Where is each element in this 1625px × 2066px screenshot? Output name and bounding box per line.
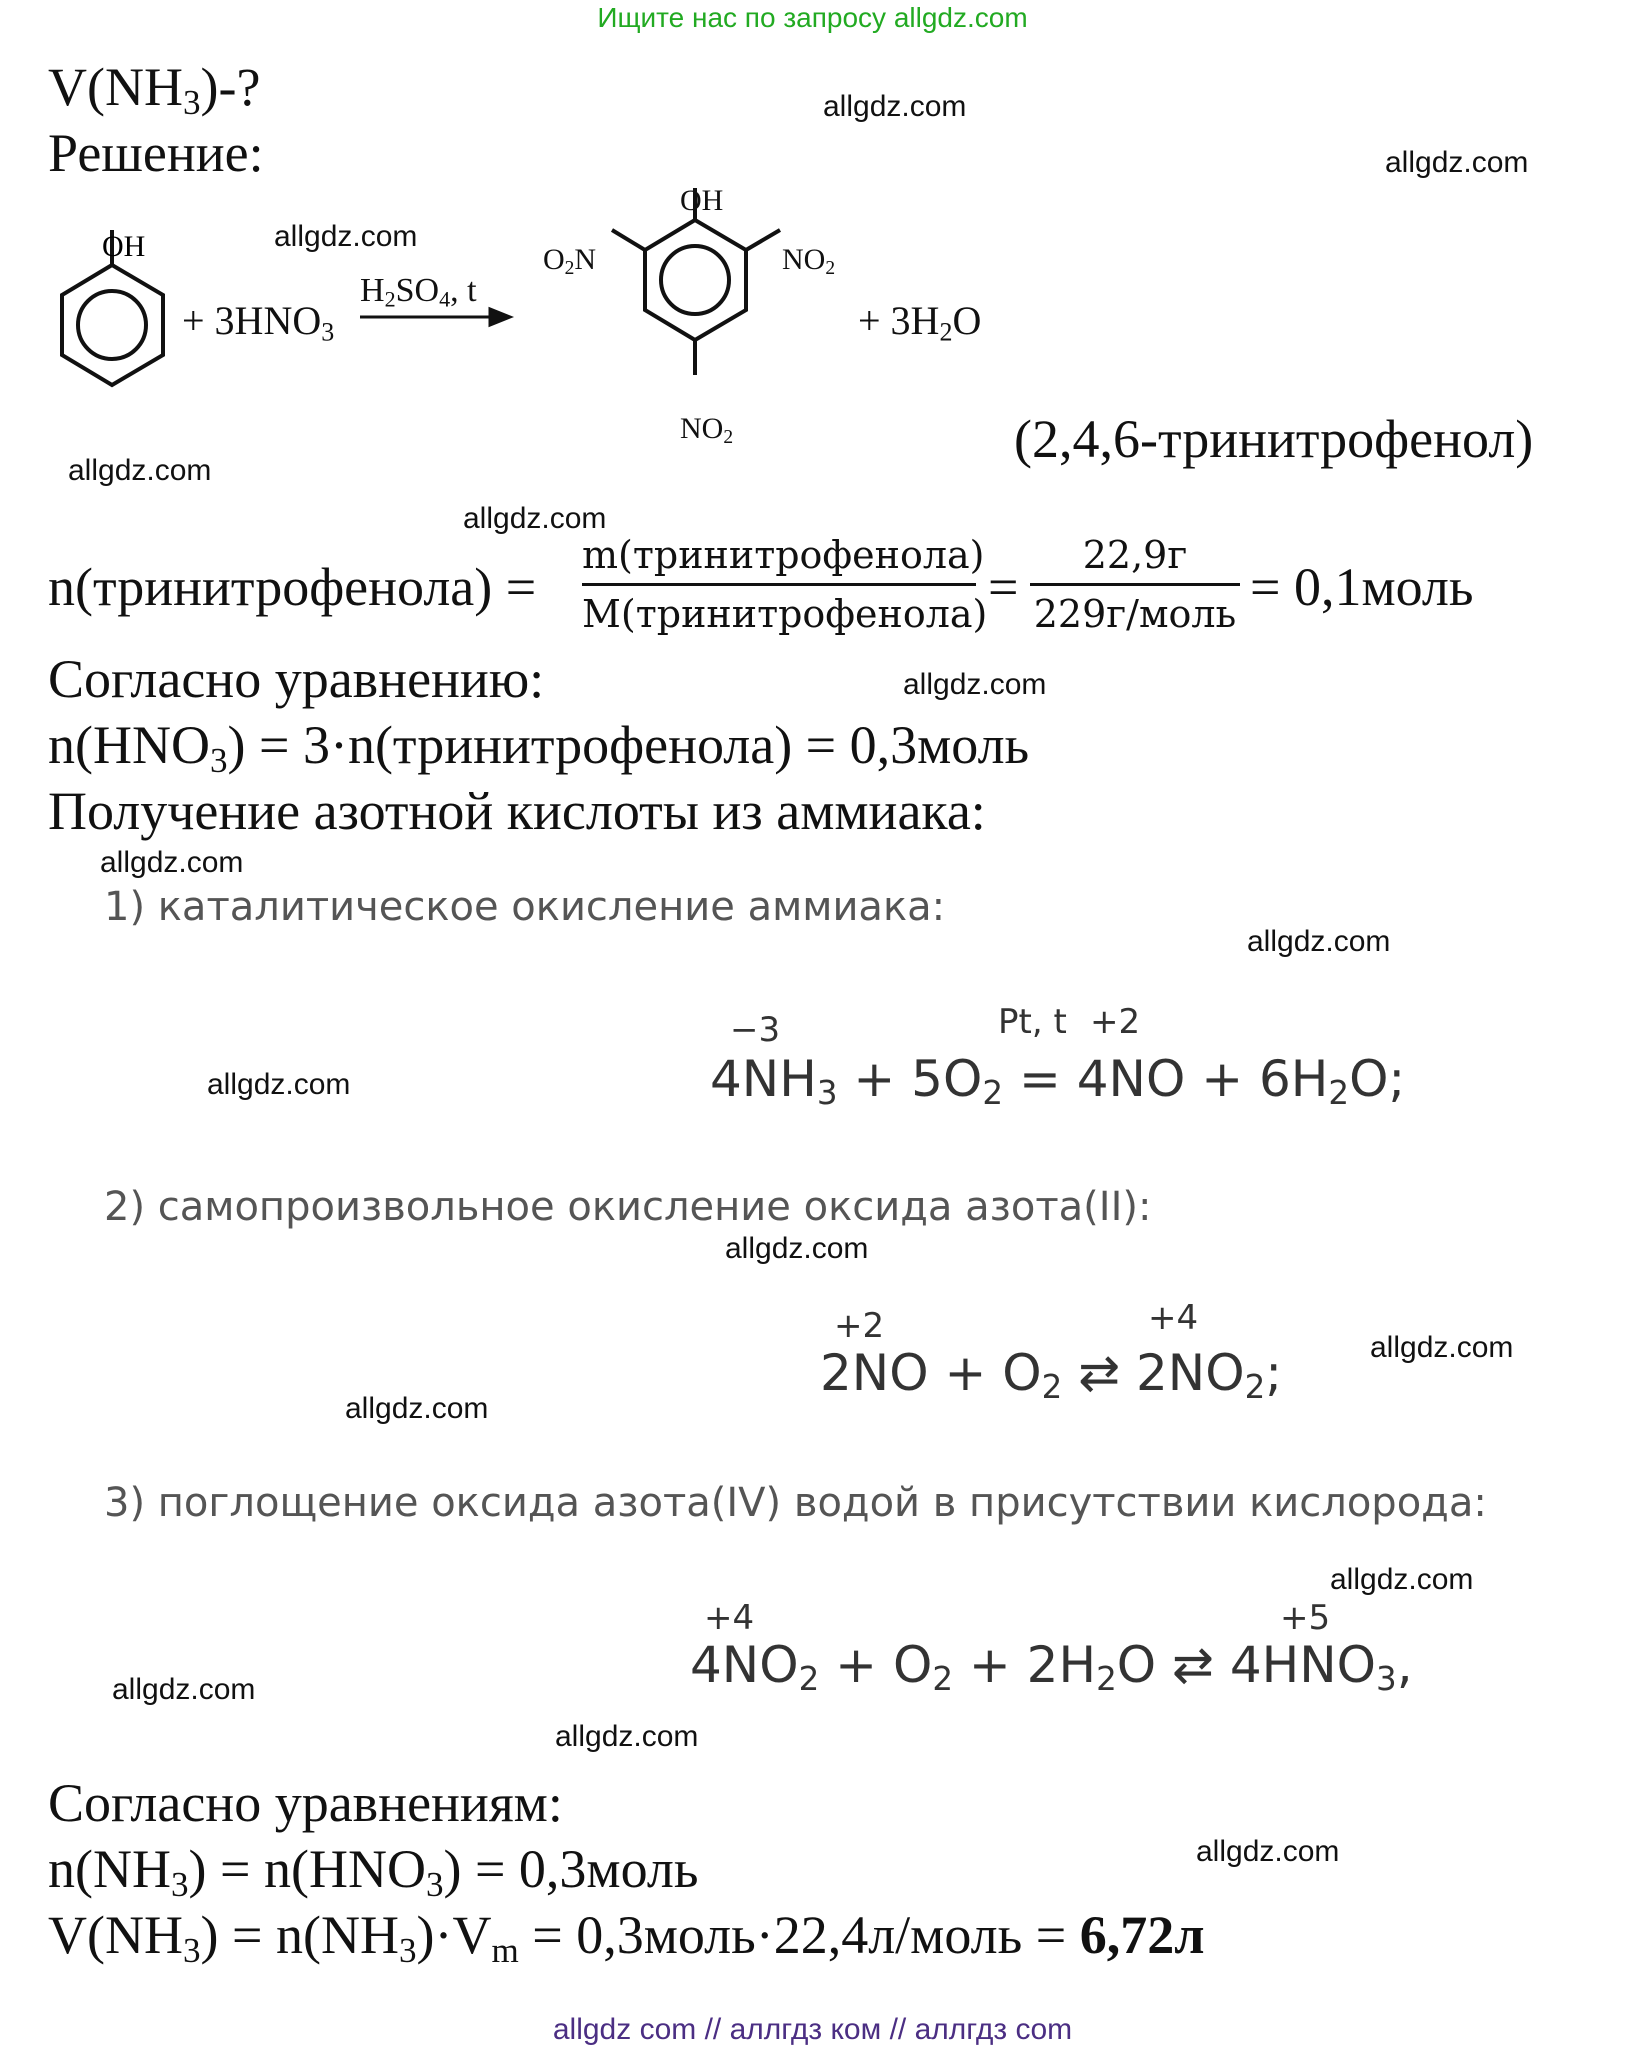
accord1: Согласно уравнению: — [48, 649, 545, 709]
eq1-ox-state-n: −3 — [730, 1010, 781, 1050]
watermark: allgdz.com — [1385, 146, 1529, 179]
fraction-denominator: 229г/моль — [1033, 592, 1237, 636]
footer-links[interactable]: allgdz com // аллгдз ком // аллгдз com — [552, 2013, 1073, 2046]
calc1-equals: = — [988, 557, 1019, 617]
eq3-ox-state-hno3: +5 — [1280, 1598, 1331, 1638]
watermark: allgdz.com — [463, 502, 607, 535]
calc1-lhs: n(тринитрофенола) = — [48, 557, 537, 617]
reaction-conditions: $H_2SO_4$, t — [360, 272, 477, 312]
fraction-numerator: m(тринитрофенола) — [582, 533, 985, 577]
top-banner[interactable]: Ищите нас по запросу allgdz.com — [597, 2, 1028, 33]
step2-heading: 2) самопроизвольное окисление оксида азота(II): — [104, 1184, 1152, 1230]
watermark: allgdz.com — [68, 454, 212, 487]
calc4: $V(NH_3) = n(NH_3)\cdot V_m$ = 0,3моль·22,4л/моль = 6,72л — [48, 1905, 1205, 1970]
product-oh-label: OH — [680, 184, 724, 217]
product-water: + $3H_2O$ — [858, 298, 982, 347]
watermark: allgdz.com — [1370, 1331, 1514, 1364]
eq2: $2NO + O_2$ ⇄ $2NO_2$; — [820, 1344, 1283, 1407]
phenol-oh-label: OH — [102, 230, 146, 263]
step3-heading: 3) поглощение оксида азота(IV) водой в присутствии кислорода: — [104, 1480, 1487, 1526]
fraction-numerator: 22,9г — [1082, 533, 1188, 577]
solution-label: Решение: — [48, 123, 264, 183]
step1-heading: 1) каталитическое окисление аммиака: — [104, 884, 946, 930]
fraction-denominator: M(тринитрофенола) — [582, 592, 988, 636]
watermark: allgdz.com — [345, 1392, 489, 1425]
fraction-bar — [1030, 583, 1240, 586]
eq1-condition: Pt, t — [998, 1002, 1067, 1042]
watermark: allgdz.com — [555, 1720, 699, 1753]
watermark: allgdz.com — [1330, 1563, 1474, 1596]
eq1: $4NH_3 + 5O_2 = 4NO + 6H_2O$; — [710, 1050, 1406, 1113]
eq2-ox-state-no2: +4 — [1148, 1298, 1199, 1338]
watermark: allgdz.com — [1196, 1835, 1340, 1868]
eq2-ox-state-no: +2 — [834, 1306, 885, 1346]
final-answer: 6,72л — [1079, 1905, 1205, 1965]
calc3: $n(NH_3) = n(HNO_3)$ = 0,3моль — [48, 1839, 699, 1904]
no2-left-label: $O_2N$ — [543, 243, 597, 279]
fraction-molar — [582, 533, 988, 636]
eq1-ox-state-no: +2 — [1090, 1002, 1141, 1042]
no2-bottom-label: $NO_2$ — [680, 412, 734, 448]
eq3: $4NO_2 + O_2 + 2H_2O$ ⇄ $4HNO_3$, — [690, 1636, 1413, 1699]
watermark: allgdz.com — [274, 220, 418, 253]
watermark: allgdz.com — [1247, 925, 1391, 958]
fraction-bar — [582, 583, 976, 586]
product-name: (2,4,6-тринитрофенол) — [1014, 409, 1534, 469]
accord2: Согласно уравнениям: — [48, 1773, 563, 1833]
no2-right-label: $NO_2$ — [782, 243, 836, 279]
reaction-scheme — [0, 170, 1000, 470]
given-line: $V(NH_3)-$? — [48, 57, 261, 122]
watermark: allgdz.com — [112, 1673, 256, 1706]
watermark: allgdz.com — [903, 668, 1047, 701]
calc2: $n(HNO_3)$ = 3·n(тринитрофенола) = 0,3моль — [48, 715, 1030, 780]
eq3-ox-state-no2: +4 — [704, 1598, 755, 1638]
watermark: allgdz.com — [100, 846, 244, 879]
watermark: allgdz.com — [725, 1232, 869, 1265]
watermark: allgdz.com — [823, 90, 967, 123]
nitric-acid-label: Получение азотной кислоты из аммиака: — [48, 781, 986, 841]
reagent-hno3: + $3HNO_3$ — [182, 298, 335, 347]
watermark: allgdz.com — [207, 1068, 351, 1101]
fraction-values — [1030, 533, 1240, 636]
calc1-result: = 0,1моль — [1250, 557, 1474, 617]
